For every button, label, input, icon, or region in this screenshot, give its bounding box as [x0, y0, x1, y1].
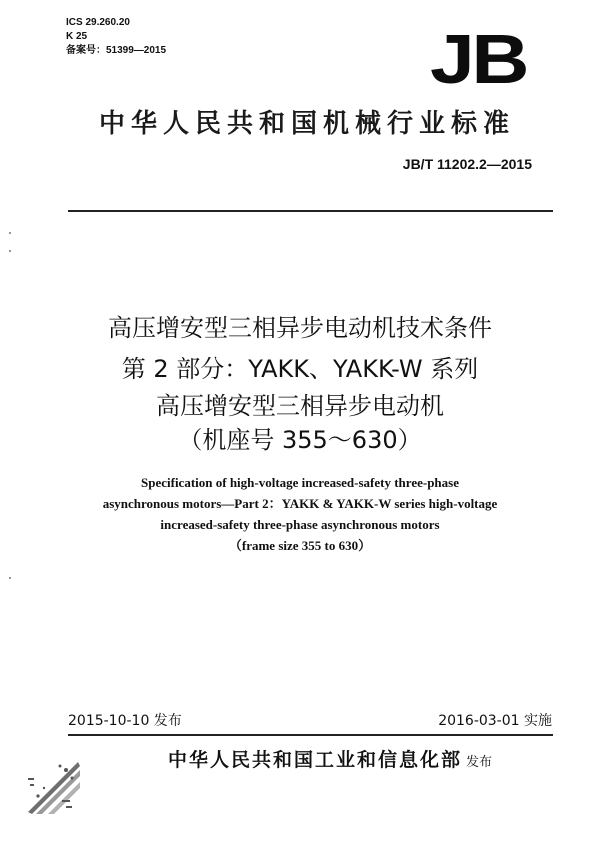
classification-code: K 25 [66, 31, 88, 42]
title-en-line-4: （frame size 355 to 630） [228, 538, 372, 553]
title-en-line-3: increased-safety three-phase asynchronous motors [160, 517, 440, 532]
ics-code: ICS 29.260.20 [66, 17, 130, 28]
title-en-line-2: asynchronous motors—Part 2：YAKK & YAKK-W series high-voltage [102, 496, 498, 511]
title-cn-line-1: 高压增安型三相异步电动机技术条件 [108, 314, 492, 342]
title-cn-line-3: 高压增安型三相异步电动机 [156, 392, 444, 420]
issuer-suffix: 发布 [466, 755, 493, 770]
scan-speck [9, 232, 11, 234]
standard-number: JB/T 11202.2—2015 [402, 156, 532, 172]
publish-date: 2015-10-10 发布 [68, 713, 182, 729]
record-number: 备案号：51399—2015 [66, 45, 167, 56]
bottom-rule [68, 734, 553, 736]
scan-speck [9, 577, 11, 579]
top-rule [68, 210, 553, 212]
title-cn-line-4: （机座号 355～630） [178, 426, 422, 454]
issuer-line [110, 747, 550, 776]
jb-logo: JB [430, 20, 527, 98]
standard-type-heading: 中华人民共和国机械行业标准 [98, 109, 515, 139]
national-emblem-seal-icon [22, 756, 84, 818]
scan-speck [9, 250, 11, 252]
issuer-name: 中华人民共和国工业和信息化部 [167, 749, 462, 771]
implement-date: 2016-03-01 实施 [438, 713, 552, 729]
title-cn-line-2: 第 2 部分：YAKK、YAKK-W 系列 [121, 355, 479, 383]
title-en-line-1: Specification of high-voltage increased-safety three-phase [141, 475, 459, 490]
